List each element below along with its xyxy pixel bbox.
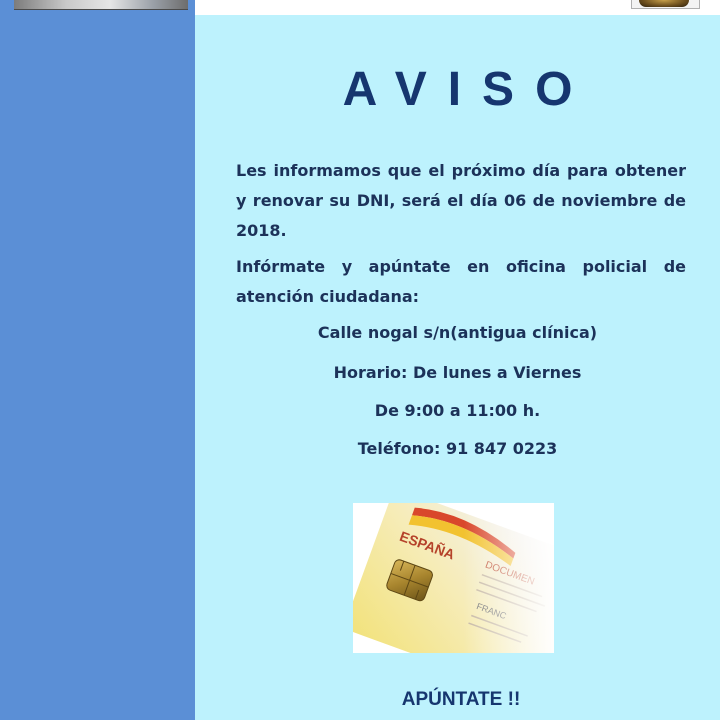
call-to-action: APÚNTATE !! [401,689,521,710]
notice-paragraph-instructions: Infórmate y apúntate en oficina policial de atención ciudadana: [236,257,686,306]
contact-phone: Teléfono: 91 847 0223 [357,439,558,458]
office-address: Calle nogal s/n(antigua clínica) [317,323,598,342]
dni-card-illustration [353,503,554,653]
notice-title: AVISO [342,63,594,116]
schedule-days: Horario: De lunes a Viernes [333,363,582,382]
top-right-seal-logo [631,0,700,9]
notice-panel [195,15,720,720]
card-fade-overlay [353,503,554,653]
top-left-photo-strip [14,0,188,10]
notice-paragraph-date: Les informamos que el próximo día para obtener y renovar su DNI, será el día 06 de noviembre de 2018. [236,161,686,240]
schedule-hours: De 9:00 a 11:00 h. [374,401,541,420]
left-sidebar-panel [0,0,195,720]
dni-card-image [353,503,554,653]
seal-emblem [639,0,689,7]
